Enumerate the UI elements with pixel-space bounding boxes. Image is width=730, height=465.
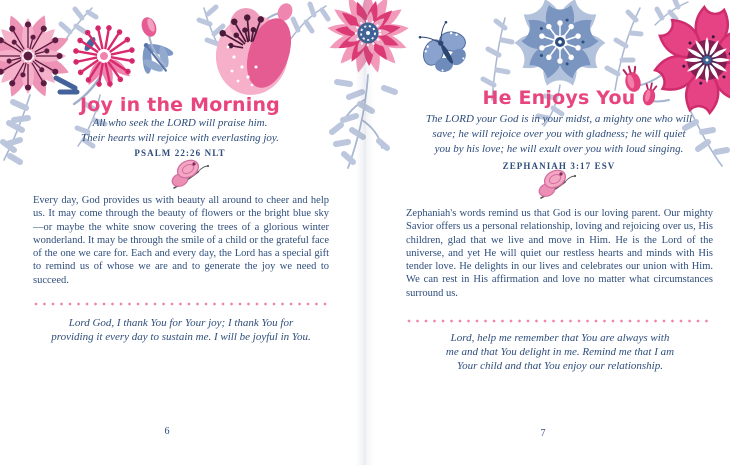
pink-daisy-flower — [327, 0, 410, 74]
blue-accent-leaves — [56, 78, 77, 92]
page-title: He Enjoys You — [482, 87, 636, 109]
body-paragraph: Every day, God provides us with beauty all around to cheer and help us. It may come through the beauty of flowers or the bright blue sky—or maybe the white snow covering the trees of a glorious winter wonderland. It may be through the smile of a child or the grateful face of the one we care for. Each and every day, the Lord has a special gift to remind us of whose we are and to generate the joy we need to succeed. — [33, 195, 329, 286]
scripture-verse — [400, 112, 718, 157]
prayer-line: Your child and that You enjoy our relationship. — [457, 360, 663, 372]
verse-line: All who seek the LORD will praise him. — [92, 117, 268, 129]
page-number: 6 — [164, 426, 170, 437]
dotted-separator — [407, 319, 712, 323]
verse-line: save; he will rejoice over you with gladness; he will quiet — [432, 128, 686, 140]
scripture-reference: ZEPHANIAH 3:17 ESV — [502, 161, 616, 171]
page-title: Joy in the Morning — [80, 94, 280, 116]
pink-butterfly-ornament — [170, 157, 209, 189]
prayer-line: me and that You delight in me. Remind me that I am — [445, 346, 675, 358]
prayer — [402, 331, 718, 373]
prayer — [28, 316, 334, 344]
prayer-line: Lord God, I thank You for Your joy; I thank You for — [68, 317, 294, 329]
page-number: 7 — [540, 428, 546, 439]
pink-butterfly-ornament — [537, 167, 576, 199]
scripture-reference: PSALM 22:26 NLT — [134, 148, 226, 158]
dragonfly-icon — [129, 31, 181, 82]
verse-line: you by his love; he will exult over you with loud singing. — [434, 143, 684, 155]
pink-poppy-flower — [211, 1, 299, 100]
blue-flower — [513, 0, 606, 86]
blue-butterfly-icon — [409, 15, 479, 83]
dotted-separator — [34, 302, 328, 306]
prayer-line: providing it every day to sustain me. I will be joyful in You. — [51, 331, 311, 343]
scripture-verse — [30, 116, 330, 146]
verse-line: The LORD your God is in your midst, a mighty one who will — [425, 113, 693, 125]
pink-aster-flower — [68, 20, 140, 94]
body-paragraph: Zephaniah's words remind us that God is our loving parent. Our mighty Savior offers us a personal relationship, loving and rejoicing over us, His children, glad that we live and move in Him. He is the Lord of the universe, and yet He will quiet our restless hearts and minds with His tender love. He delights in our lives and celebrates our union with Him. We can rest in His affirmation and love no matter what circumstances surround us. — [406, 208, 713, 299]
verse-line: Their hearts will rejoice with everlasting joy. — [81, 132, 279, 144]
prayer-line: Lord, help me remember that You are always with — [450, 332, 670, 344]
